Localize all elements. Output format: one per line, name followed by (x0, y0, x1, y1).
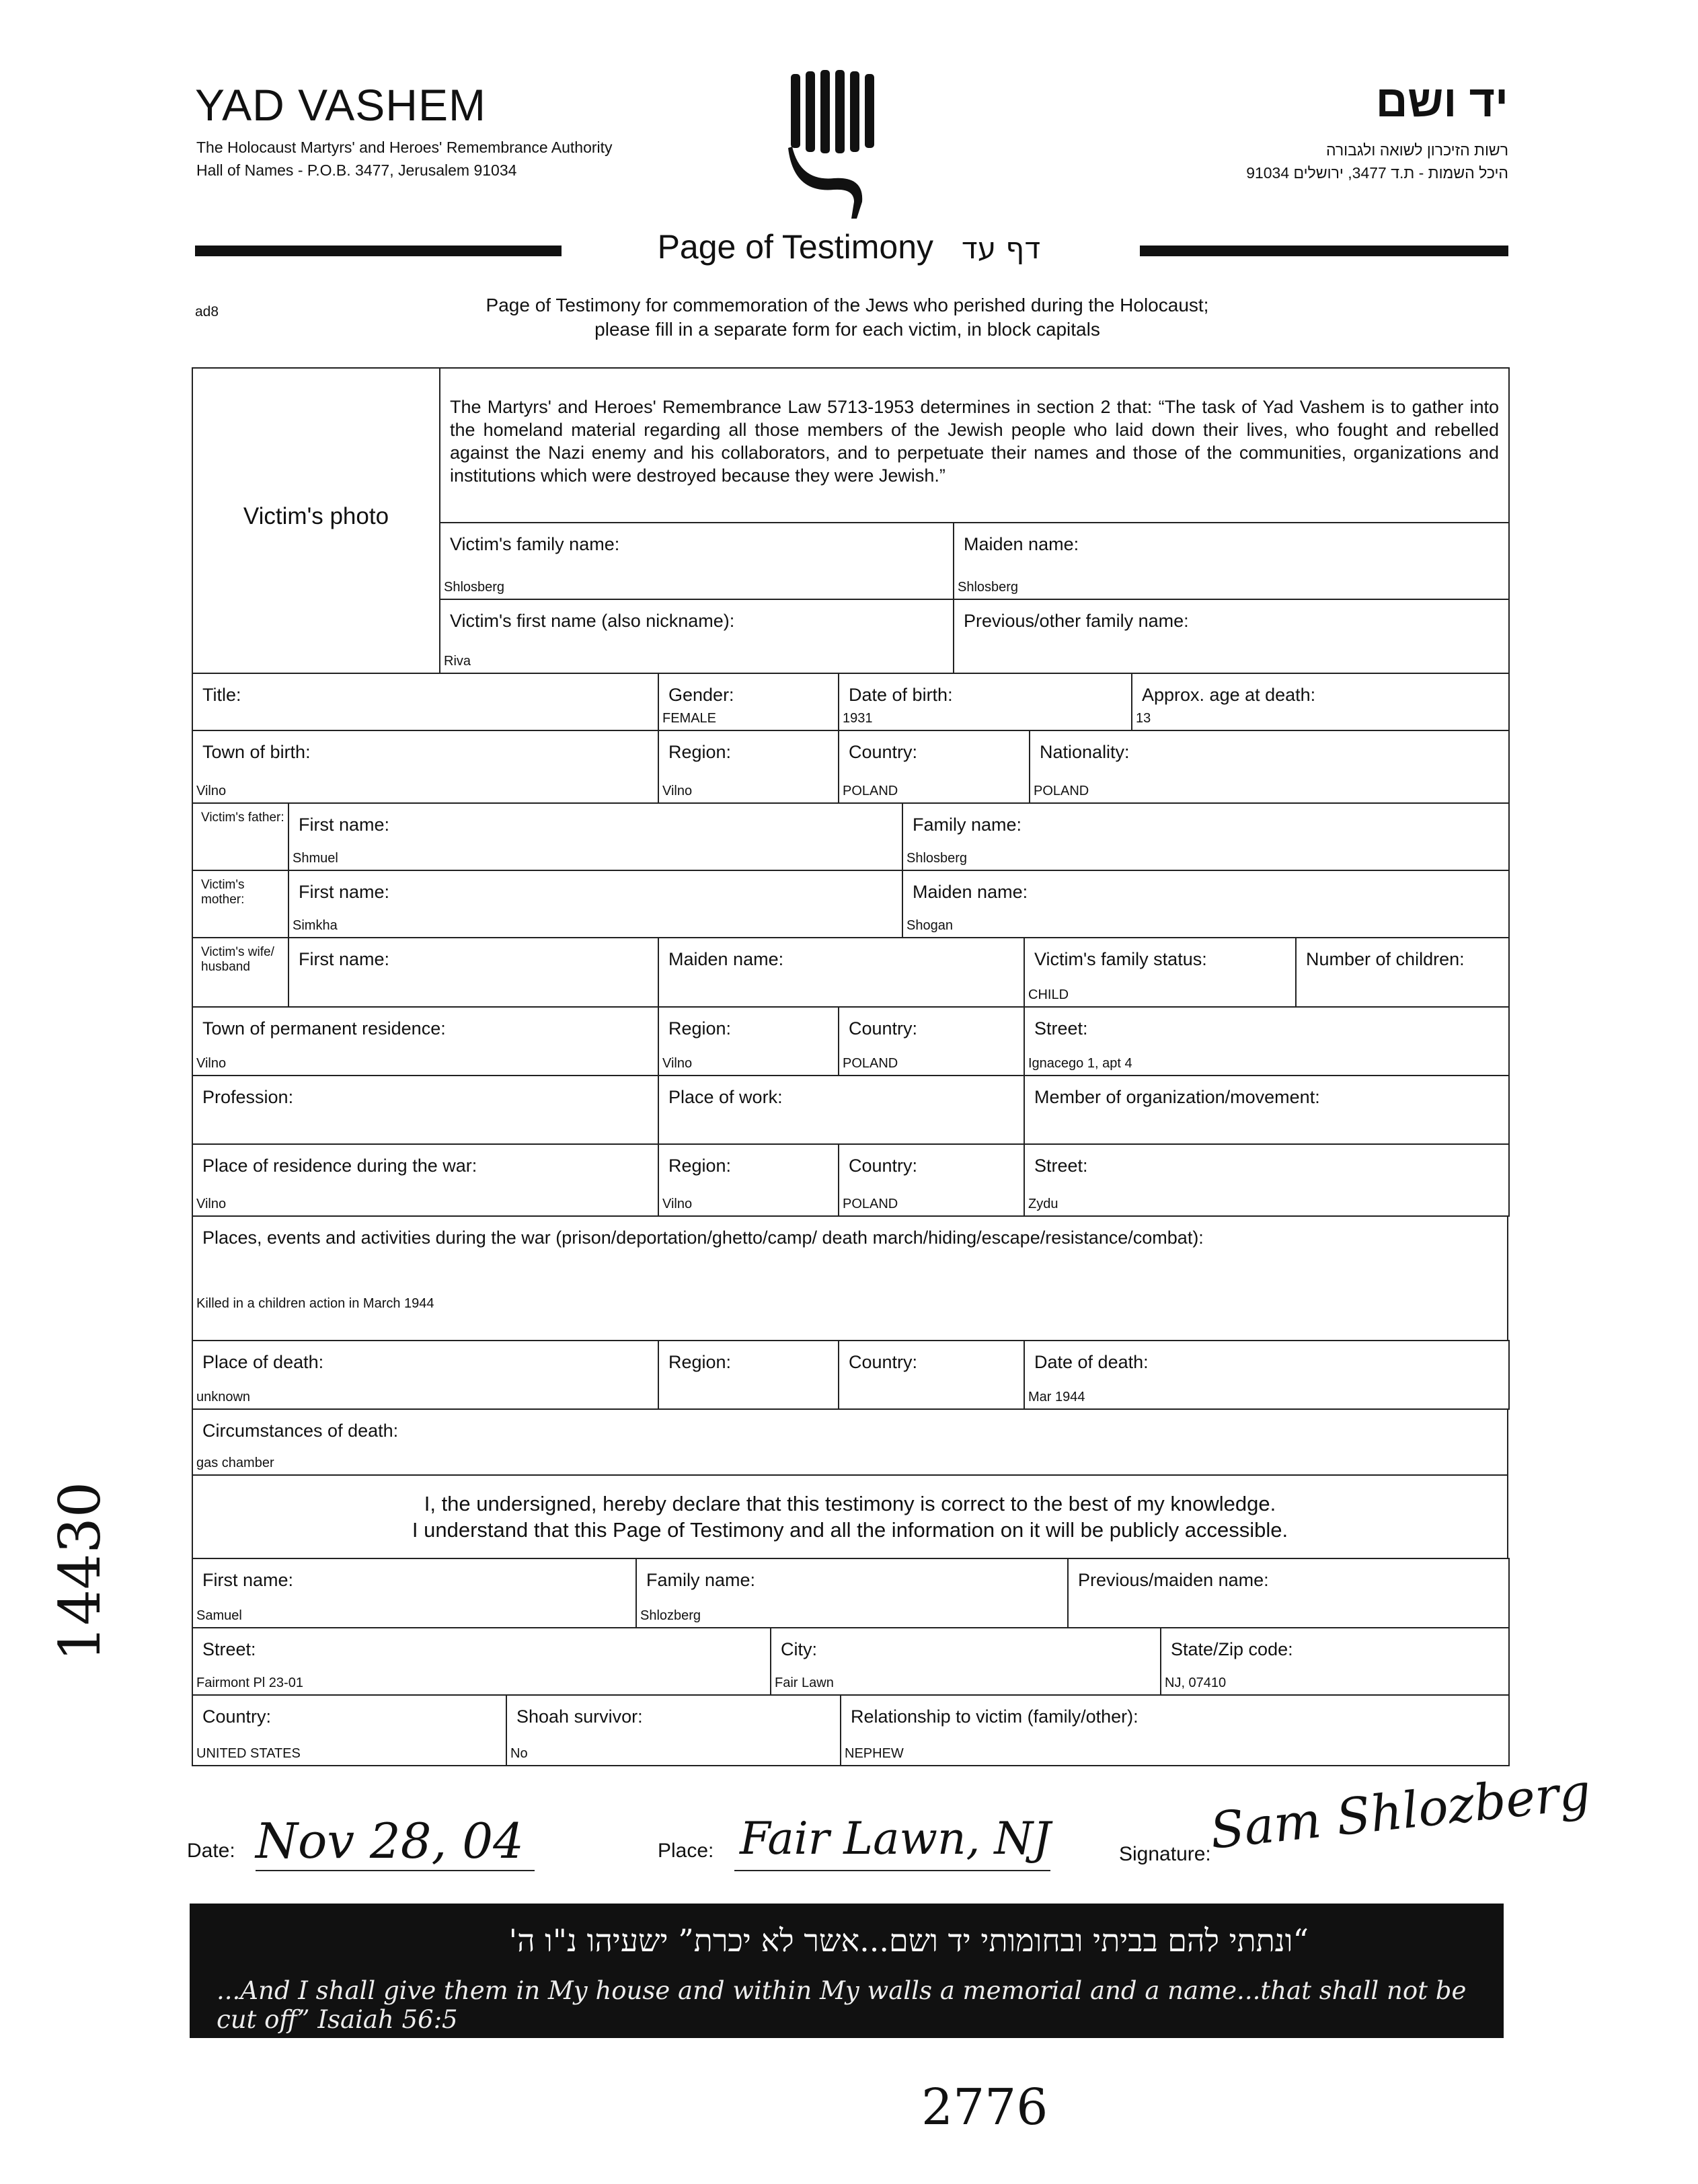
shoah-survivor-field: Shoah survivor: No (506, 1695, 841, 1766)
submitter-address-row (192, 1627, 1510, 1696)
age-at-death-value: 13 (1136, 711, 1151, 726)
yad-vashem-logo (787, 67, 881, 222)
relationship-value: NEPHEW (845, 1746, 904, 1761)
submitter-country-field: Country: UNITED STATES (192, 1695, 506, 1766)
shoah-survivor-value: No (510, 1746, 528, 1761)
org-address: Hall of Names - P.O.B. 3477, Jerusalem 91034 (196, 161, 517, 179)
wartime-events-field: Places, events and activities during the war (prison/deportation/ghetto/camp/ death march/hiding/escape/resistance/combat): Killed in a children action in March 1944 (192, 1216, 1508, 1341)
submitter-name-row (192, 1558, 1510, 1628)
nationality-field: Nationality: POLAND (1030, 730, 1509, 803)
permanent-region-field: Region: Vilno (658, 1007, 839, 1076)
date-of-death-value: Mar 1944 (1028, 1390, 1085, 1404)
org-address-hebrew: היכל השמות - ת.ד 3477, ירושלים 91034 (1246, 164, 1508, 182)
war-country-field: Country: POLAND (839, 1144, 1024, 1216)
quote-banner (190, 1904, 1504, 2038)
birth-region-value: Vilno (662, 784, 693, 798)
victim-first-name-field: Victim's first name (also nickname): Riva (440, 599, 954, 673)
org-name-hebrew: יד ושם (1375, 76, 1508, 126)
victim-family-name-field: Victim's family name: Shlosberg (440, 523, 954, 599)
permanent-town-value: Vilno (196, 1056, 227, 1071)
submitter-previous-name-field: Previous/maiden name: (1068, 1558, 1509, 1628)
submitter-state-value: NJ, 07410 (1165, 1675, 1227, 1690)
victim-family-name-value: Shlosberg (444, 580, 505, 595)
date-of-birth-field: Date of birth: 1931 (839, 673, 1132, 730)
birth-country-value: POLAND (843, 784, 898, 798)
father-row (192, 802, 1510, 871)
submitter-state-field: State/Zip code: NJ, 07410 (1161, 1628, 1509, 1695)
submitter-first-name-value: Samuel (196, 1608, 242, 1623)
spouse-row (192, 937, 1510, 1008)
permanent-region-value: Vilno (662, 1056, 693, 1071)
submitter-country-value: UNITED STATES (196, 1746, 301, 1761)
submitter-city-value: Fair Lawn (775, 1675, 834, 1690)
birth-place-row (192, 730, 1510, 804)
father-first-name-value: Shmuel (293, 851, 338, 866)
place-of-death-value: unknown (196, 1390, 251, 1404)
date-of-birth-value: 1931 (843, 711, 873, 726)
victim-name-section (192, 367, 1510, 674)
spouse-maiden-name-field: Maiden name: (658, 938, 1024, 1007)
org-subtitle-hebrew: רשות הזיכרון לשואה ולגבורה (1325, 141, 1508, 159)
circumstances-row (192, 1408, 1508, 1476)
law-text-box (440, 368, 1509, 523)
death-region-field: Region: (658, 1341, 839, 1409)
form-intro: Page of Testimony for commemoration of the Jews who perished during the Holocaust; please fill in a separate form for each victim, in block capitals (486, 295, 1209, 340)
spouse-first-name-field: First name: (288, 938, 658, 1007)
signature: Sam Shlozberg (1207, 1762, 1594, 1860)
victim-maiden-name-value: Shlosberg (958, 580, 1019, 595)
place-of-death-field: Place of death: unknown (192, 1341, 658, 1409)
gender-field: Gender: FEMALE (658, 673, 839, 730)
handwritten-place: Fair Lawn, NJ (740, 1813, 1051, 1865)
victim-photo-label: Victim's photo (243, 503, 389, 529)
org-subtitle: The Holocaust Martyrs' and Heroes' Remembrance Authority (196, 139, 613, 156)
family-status-value: CHILD (1028, 987, 1069, 1002)
victim-first-name-value: Riva (444, 654, 471, 669)
circumstances-value: gas chamber (196, 1456, 274, 1470)
law-text: The Martyrs' and Heroes' Remembrance Law 5713-1953 determines in section 2 that: “The task of Yad Vashem is to gather into the homeland material regarding all those members of the Jewish people who laid down their lives, who fought and rebelled against the Nazi enemy and his collaborators, and to perpetuate their names and those of the communities, organizations and institutions which were destroyed because they were Jewish.” (450, 397, 1499, 486)
organization-field: Member of organization/movement: (1024, 1076, 1509, 1144)
submitter-street-field: Street: Fairmont Pl 23-01 (192, 1628, 771, 1695)
age-at-death-field: Approx. age at death: 13 (1132, 673, 1509, 730)
gender-value: FEMALE (662, 711, 717, 726)
town-of-birth-field: Town of birth: Vilno (192, 730, 658, 803)
place-label: Place: (658, 1840, 714, 1862)
work-row (192, 1075, 1510, 1145)
submitter-first-name-field: First name: Samuel (192, 1558, 636, 1628)
father-side-label: Victim's father: (192, 803, 288, 870)
number-of-children-field: Number of children: (1296, 938, 1509, 1007)
permanent-residence-row (192, 1006, 1510, 1076)
war-residence-field: Place of residence during the war: Vilno (192, 1144, 658, 1216)
mother-first-name-field: First name: Simkha (288, 870, 902, 938)
margin-number: 14430 (47, 1481, 113, 1661)
mother-first-name-value: Simkha (293, 918, 338, 933)
declaration-box (192, 1474, 1508, 1559)
town-of-birth-value: Vilno (196, 784, 227, 798)
war-region-field: Region: Vilno (658, 1144, 839, 1216)
page-title: Page of Testimony דף עד (657, 228, 1041, 266)
victim-photo-box (192, 368, 440, 673)
war-region-value: Vilno (662, 1197, 693, 1211)
victim-details-row (192, 673, 1510, 731)
page-title-hebrew: דף עד (961, 231, 1041, 266)
bottom-number: 2776 (921, 2078, 1048, 2136)
submitter-family-name-field: Family name: Shlozberg (636, 1558, 1068, 1628)
death-place-row (192, 1340, 1510, 1410)
title-field: Title: (192, 673, 658, 730)
mother-maiden-name-value: Shogan (906, 918, 953, 933)
birth-region-field: Region: Vilno (658, 730, 839, 803)
handwritten-date: Nov 28, 04 (256, 1813, 524, 1869)
relationship-field: Relationship to victim (family/other): NEPHEW (841, 1695, 1509, 1766)
war-street-field: Street: Zydu (1024, 1144, 1509, 1216)
profession-field: Profession: (192, 1076, 658, 1144)
permanent-town-field: Town of permanent residence: Vilno (192, 1007, 658, 1076)
wartime-events-value: Killed in a children action in March 1944 (196, 1296, 434, 1311)
submitter-street-value: Fairmont Pl 23-01 (196, 1675, 303, 1690)
permanent-street-value: Ignacego 1, apt 4 (1028, 1056, 1132, 1071)
place-line (734, 1870, 1050, 1871)
permanent-street-field: Street: Ignacego 1, apt 4 (1024, 1007, 1509, 1076)
submitter-relation-row (192, 1694, 1510, 1766)
mother-row (192, 870, 1510, 938)
war-residence-row (192, 1143, 1510, 1217)
circumstances-field: Circumstances of death: gas chamber (192, 1409, 1508, 1475)
quote-english: ...And I shall give them in My house and within My walls a memorial and a name...that shall not be cut off” Isaiah 56:5 (217, 1976, 1467, 2034)
signature-label: Signature: (1119, 1843, 1211, 1865)
submitter-family-name-value: Shlozberg (640, 1608, 701, 1623)
place-of-work-field: Place of work: (658, 1076, 1024, 1144)
family-status-field: Victim's family status: CHILD (1024, 938, 1296, 1007)
permanent-country-value: POLAND (843, 1056, 898, 1071)
nationality-value: POLAND (1034, 784, 1089, 798)
declaration-text: I, the undersigned, hereby declare that this testimony is correct to the best of my knowledge. I understand that this Page of Testimony and all the information on it will be publicly accessible. (412, 1492, 1288, 1542)
org-name: YAD VASHEM (195, 80, 486, 130)
birth-country-field: Country: POLAND (839, 730, 1030, 803)
form-reference: ad8 (195, 304, 219, 319)
father-family-name-value: Shlosberg (906, 851, 968, 866)
submitter-city-field: City: Fair Lawn (771, 1628, 1161, 1695)
quote-hebrew: “ונתתי להם בביתי ובחומותי יד ושם...אשר לא יכרת” ישעיהו נ"ו ה' (508, 1922, 1309, 1959)
wartime-events-row (192, 1215, 1508, 1341)
war-country-value: POLAND (843, 1197, 898, 1211)
death-country-field: Country: (839, 1341, 1024, 1409)
mother-maiden-name-field: Maiden name: Shogan (902, 870, 1509, 938)
victim-previous-name-field: Previous/other family name: (954, 599, 1509, 673)
date-of-death-field: Date of death: Mar 1944 (1024, 1341, 1509, 1409)
permanent-country-field: Country: POLAND (839, 1007, 1024, 1076)
date-line (256, 1870, 535, 1871)
date-label: Date: (187, 1840, 235, 1862)
war-residence-value: Vilno (196, 1197, 227, 1211)
mother-side-label: Victim's mother: (192, 870, 288, 938)
victim-maiden-name-field: Maiden name: Shlosberg (954, 523, 1509, 599)
father-first-name-field: First name: Shmuel (288, 803, 902, 870)
father-family-name-field: Family name: Shlosberg (902, 803, 1509, 870)
war-street-value: Zydu (1028, 1197, 1058, 1211)
spouse-side-label: Victim's wife/ husband (192, 938, 288, 1007)
